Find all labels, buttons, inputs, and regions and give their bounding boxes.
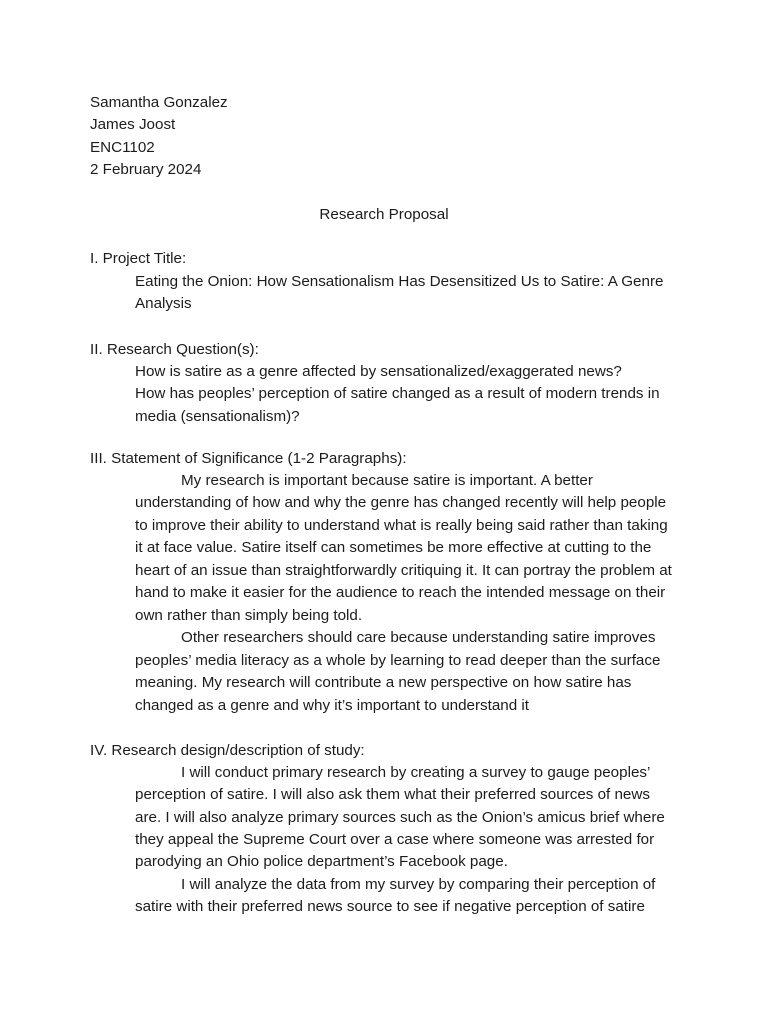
significance-line: My research is important because satire is important. A better — [181, 472, 593, 489]
significance-line: to improve their ability to understand what is really being said rather than taking — [135, 517, 668, 534]
significance-line: it at face value. Satire itself can sometimes be more effective at cutting to the — [135, 539, 652, 556]
section-heading-significance: III. Statement of Significance (1-2 Paragraphs): — [90, 450, 407, 467]
section-heading-research-design: IV. Research design/description of study: — [90, 742, 365, 759]
section-heading-project-title: I. Project Title: — [90, 250, 187, 267]
research-design-line: I will conduct primary research by creating a survey to gauge peoples’ — [181, 764, 651, 781]
research-design-line: perception of satire. I will also ask them what their preferred sources of news — [135, 786, 650, 803]
project-title-line: Analysis — [135, 295, 192, 312]
significance-line: own rather than simply being told. — [135, 607, 363, 624]
significance-line: meaning. My research will contribute a new perspective on how satire has — [135, 674, 632, 691]
course-code: ENC1102 — [90, 139, 155, 156]
research-design-line: parodying an Ohio police department’s Facebook page. — [135, 853, 508, 870]
section-heading-research-questions: II. Research Question(s): — [90, 341, 259, 358]
significance-line: understanding of how and why the genre has changed recently will help people — [135, 494, 667, 511]
document-title: Research Proposal — [319, 206, 449, 223]
research-question-line: How has peoples’ perception of satire changed as a result of modern trends in — [135, 385, 660, 402]
research-design-line: they appeal the Supreme Court over a case where someone was arrested for — [135, 831, 655, 848]
significance-line: changed as a genre and why it’s important to understand it — [135, 697, 529, 714]
research-design-line: satire with their preferred news source to see if negative perception of satire — [135, 898, 645, 915]
significance-line: heart of an issue than straightforwardly critiquing it. It can portray the problem at — [135, 562, 672, 579]
student-name: Samantha Gonzalez — [90, 94, 228, 111]
research-design-line: I will analyze the data from my survey by comparing their perception of — [181, 876, 656, 893]
research-design-line: are. I will also analyze primary sources such as the Onion’s amicus brief where — [135, 809, 665, 826]
research-question-line: How is satire as a genre affected by sensationalized/exaggerated news? — [135, 363, 622, 380]
research-question-line: media (sensationalism)? — [135, 408, 300, 425]
instructor-name: James Joost — [90, 116, 176, 133]
significance-line: Other researchers should care because understanding satire improves — [181, 629, 656, 646]
significance-line: peoples’ media literacy as a whole by learning to read deeper than the surface — [135, 652, 661, 669]
document-date: 2 February 2024 — [90, 161, 202, 178]
significance-line: hand to make it easier for the audience to reach the intended message on their — [135, 584, 666, 601]
project-title-line: Eating the Onion: How Sensationalism Has Desensitized Us to Satire: A Genre — [135, 273, 664, 290]
